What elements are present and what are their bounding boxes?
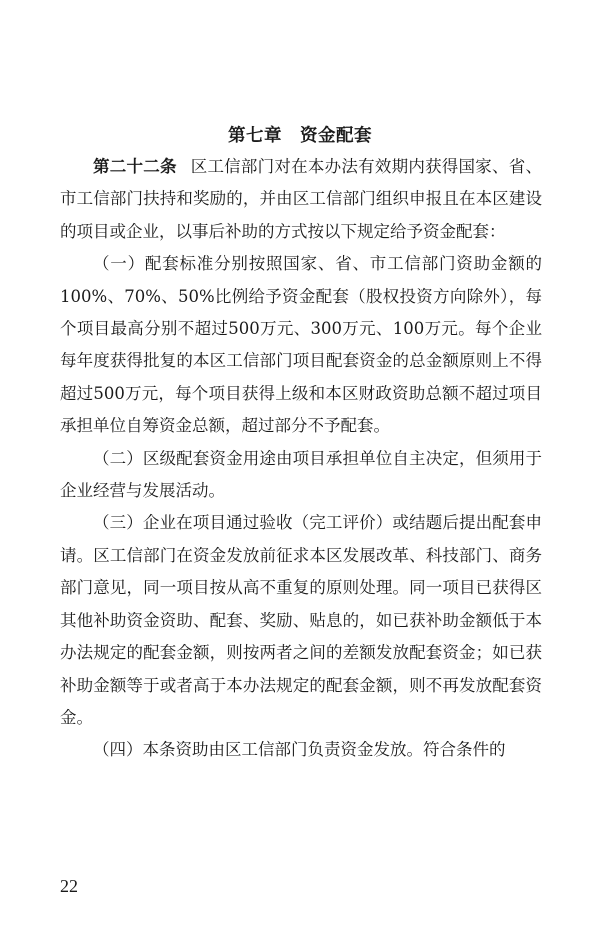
clause-3: （三）企业在项目通过验收（完工评价）或结题后提出配套申请。区工信部门在资金发放前征求本区发展改革、科技部门、商务部门意见，同一项目按从高不重复的原则处理。同一项目已获得区其他补助资金资助、配套、奖励、贴息的，如已获补助金额低于本办法规定的配套金额，则按两者之间的差额发放配套资金；如已获补助金额等于或者高于本办法规定的配套金额，则不再发放配套资金。 [60,513,542,727]
clause-4: （四）本条资助由区工信部门负责资金发放。符合条件的 [93,740,506,760]
page-number: 22 [60,876,78,896]
body-text [60,151,542,767]
article-number: 第二十二条 [93,157,177,176]
article-intro: 区工信部门对在本办法有效期内获得国家、省、市工信部门扶持和奖励的，并由区工信部门组织申报且在本区建设的项目或企业，以事后补助的方式按以下规定给予资金配套： [60,157,543,241]
clause-2: （二）区级配套资金用途由项目承担单位自主决定，但须用于企业经营与发展活动。 [60,448,542,501]
article-paragraph [60,151,542,248]
chapter-title: 第七章 资金配套 [228,126,372,146]
clause-1: （一）配套标准分别按照国家、省、市工信部门资助金额的100%、70%、50%比例给予资金配套（股权投资方向除外），每个项目最高分别不超过500万元、300万元、100万元。每个企业每年度获得批复的本区工信部门项目配套资金的总金额原则上不得超过500万元，每个项目获得上级和本区财政资助总额不超过项目承担单位自筹资金总额，超过部分不予配套。 [60,254,542,436]
